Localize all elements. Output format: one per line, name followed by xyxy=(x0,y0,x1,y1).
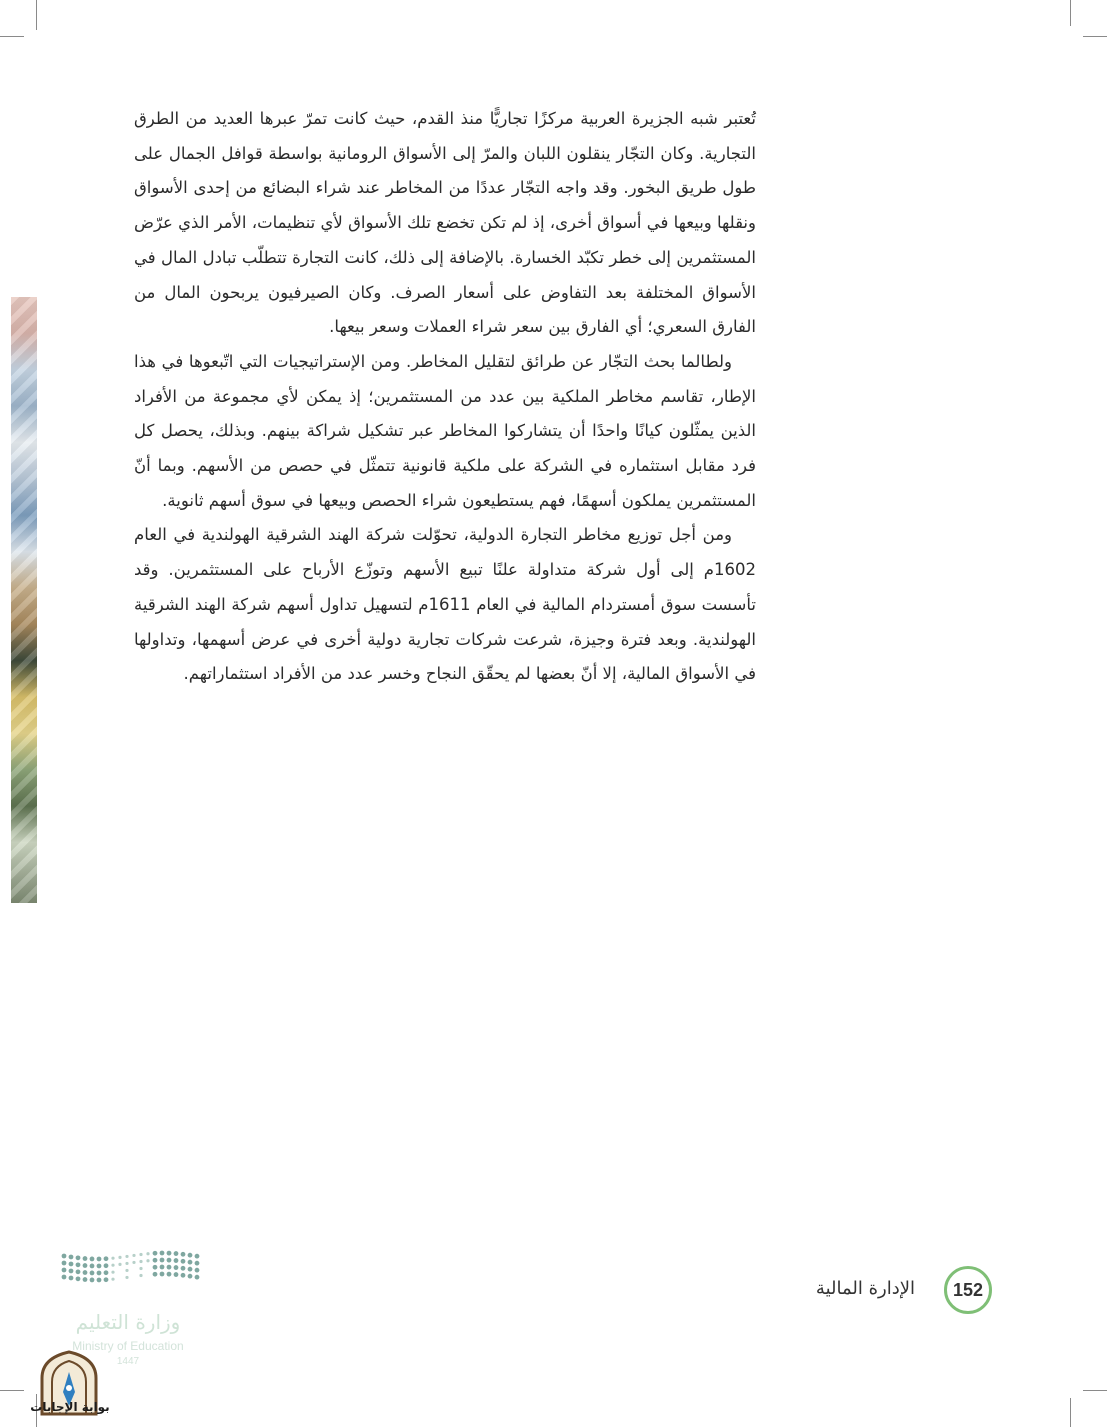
logo-dot xyxy=(174,1272,179,1277)
logo-dot xyxy=(188,1260,193,1265)
logo-dot xyxy=(76,1262,81,1267)
logo-dot xyxy=(104,1270,109,1275)
logo-dot xyxy=(153,1251,158,1256)
logo-dot xyxy=(104,1277,109,1282)
logo-dot xyxy=(111,1278,114,1281)
logo-dot xyxy=(174,1251,179,1256)
ministry-year: 1447 xyxy=(116,1356,140,1367)
logo-dot xyxy=(139,1253,142,1256)
logo-dot xyxy=(181,1273,186,1278)
ministry-name-arabic: وزارة التعليم xyxy=(75,1310,181,1334)
logo-dot xyxy=(62,1261,67,1266)
logo-dot xyxy=(125,1276,128,1279)
logo-dot xyxy=(195,1275,200,1280)
logo-dot xyxy=(153,1265,158,1270)
logo-dot xyxy=(167,1251,172,1256)
logo-dot xyxy=(97,1257,102,1262)
logo-dot xyxy=(160,1272,165,1277)
logo-dot xyxy=(188,1267,193,1272)
logo-dot xyxy=(181,1266,186,1271)
decorative-photo-strip xyxy=(11,297,37,903)
logo-dot xyxy=(195,1268,200,1273)
logo-dot xyxy=(69,1269,74,1274)
crop-mark-bottom-left-h xyxy=(0,1390,24,1391)
logo-dot xyxy=(118,1263,121,1266)
logo-dot xyxy=(167,1258,172,1263)
logo-dot xyxy=(153,1258,158,1263)
article-body xyxy=(134,102,756,692)
logo-dot xyxy=(83,1256,88,1261)
logo-dot xyxy=(181,1259,186,1264)
logo-dot xyxy=(132,1254,135,1257)
logo-dot xyxy=(76,1255,81,1260)
logo-dot xyxy=(146,1252,149,1255)
logo-dot xyxy=(69,1276,74,1281)
paragraph-1: تُعتبر شبه الجزيرة العربية مركزًا تجاريًّا منذ القدم، حيث كانت تمرّ عبرها العديد من الطرق التجارية. وكان التجّار ينقلون اللبان والمرّ إلى الأسواق الرومانية بواسطة قوافل الجمال على طول طريق البخور. وقد واجه التجّار عددًا من المخاطر عند شراء البضائع من إحدى الأسواق ونقلها وبيعها في أسواق أخرى، إذ لم تكن تخضع تلك الأسواق لأي تنظيمات، الأمر الذي عرّض المستثمرين إلى خطر تكبّد الخسارة. بالإضافة إلى ذلك، كانت التجارة تتطلّب تبادل المال في الأسواق المختلفة بعد التفاوض على أسعار الصرف. وكان الصيرفيون يربحون المال من الفارق السعري؛ أي الفارق بين سعر شراء العملات وسعر بيعها. xyxy=(134,109,756,337)
logo-dot xyxy=(125,1262,128,1265)
logo-dot xyxy=(139,1267,142,1270)
page-number-badge: 152 xyxy=(944,1266,992,1314)
logo-dot xyxy=(76,1269,81,1274)
logo-dot xyxy=(167,1265,172,1270)
logo-dot xyxy=(97,1271,102,1276)
paragraph-3: ومن أجل توزيع مخاطر التجارة الدولية، تحوّلت شركة الهند الشرقية الهولندية في العام 1602م إلى أول شركة متداولة علنًا تبيع الأسهم وتوزّع الأرباح على المستثمرين. وقد تأسست سوق أمستردام المالية في العام 1611م لتسهيل تداول أسهم شركة الهند الشرقية الهولندية. وبعد فترة وجيزة، شرعت شركات تجارية دولية أخرى في عرض أسهمها، وتداولها في الأسواق المالية، إلا أنّ بعضها لم يحقّق النجاح وخسر عدد من الأفراد استثماراتهم. xyxy=(134,525,756,684)
crop-mark-top-left xyxy=(36,0,37,30)
logo-dot xyxy=(83,1277,88,1282)
logo-dot xyxy=(174,1258,179,1263)
logo-dot xyxy=(97,1264,102,1269)
logo-dot xyxy=(83,1263,88,1268)
logo-dot xyxy=(188,1274,193,1279)
logo-dot xyxy=(139,1274,142,1277)
crop-mark-bottom-right-h xyxy=(1083,1390,1107,1391)
logo-dot xyxy=(188,1253,193,1258)
logo-dot xyxy=(118,1256,121,1259)
logo-dot xyxy=(160,1258,165,1263)
paragraph-2: ولطالما بحث التجّار عن طرائق لتقليل المخاطر. ومن الإستراتيجيات التي اتّبعوها في هذا الإطار، تقاسم مخاطر الملكية بين عدد من المستثمرين؛ إذ يمكن لأي مجموعة من الأفراد الذين يمثّلون كيانًا واحدًا أن يتشاركوا المخاطر عبر تشكيل شراكة بينهم. وبذلك، يحصل كل فرد مقابل استثماره في الشركة على ملكية قانونية تتمثّل في حصص من الأسهم. وبما أنّ المستثمرين يملكون أسهمًا، فهم يستطيعون شراء الحصص وبيعها في سوق أسهم ثانوية. xyxy=(134,351,756,510)
logo-dot xyxy=(132,1261,135,1264)
logo-dot xyxy=(195,1254,200,1259)
logo-dot xyxy=(125,1255,128,1258)
logo-dot xyxy=(104,1256,109,1261)
crop-mark-top-left-h xyxy=(0,36,24,37)
logo-dot xyxy=(111,1257,114,1260)
logo-dot xyxy=(62,1275,67,1280)
crop-mark-bottom-right xyxy=(1070,1398,1071,1427)
logo-dot xyxy=(90,1257,95,1262)
logo-dot xyxy=(97,1278,102,1283)
logo-dot xyxy=(181,1252,186,1257)
logo-dot xyxy=(125,1269,128,1272)
logo-dot xyxy=(90,1271,95,1276)
logo-dot xyxy=(90,1278,95,1283)
book-title: الإدارة المالية xyxy=(815,1278,915,1299)
crop-mark-top-right xyxy=(1070,0,1071,26)
logo-dot xyxy=(90,1264,95,1269)
ministry-name-english: Ministry of Education xyxy=(72,1339,184,1353)
logo-dot xyxy=(104,1263,109,1268)
logo-dot xyxy=(62,1254,67,1259)
logo-dot xyxy=(174,1265,179,1270)
photo-strip-texture xyxy=(11,297,37,903)
logo-dot xyxy=(160,1251,165,1256)
logo-dot xyxy=(111,1264,114,1267)
logo-dot xyxy=(146,1259,149,1262)
logo-dot xyxy=(160,1265,165,1270)
logo-dot xyxy=(167,1272,172,1277)
logo-dot xyxy=(139,1260,142,1263)
logo-dot xyxy=(83,1270,88,1275)
logo-dot xyxy=(62,1268,67,1273)
watermark-label: بوابة الإجابات xyxy=(30,1400,110,1414)
logo-dot xyxy=(76,1276,81,1281)
logo-dot xyxy=(69,1255,74,1260)
logo-dot xyxy=(111,1271,114,1274)
logo-dot xyxy=(195,1261,200,1266)
logo-dot xyxy=(153,1272,158,1277)
crop-mark-top-right-h xyxy=(1083,36,1107,37)
logo-dot xyxy=(69,1262,74,1267)
